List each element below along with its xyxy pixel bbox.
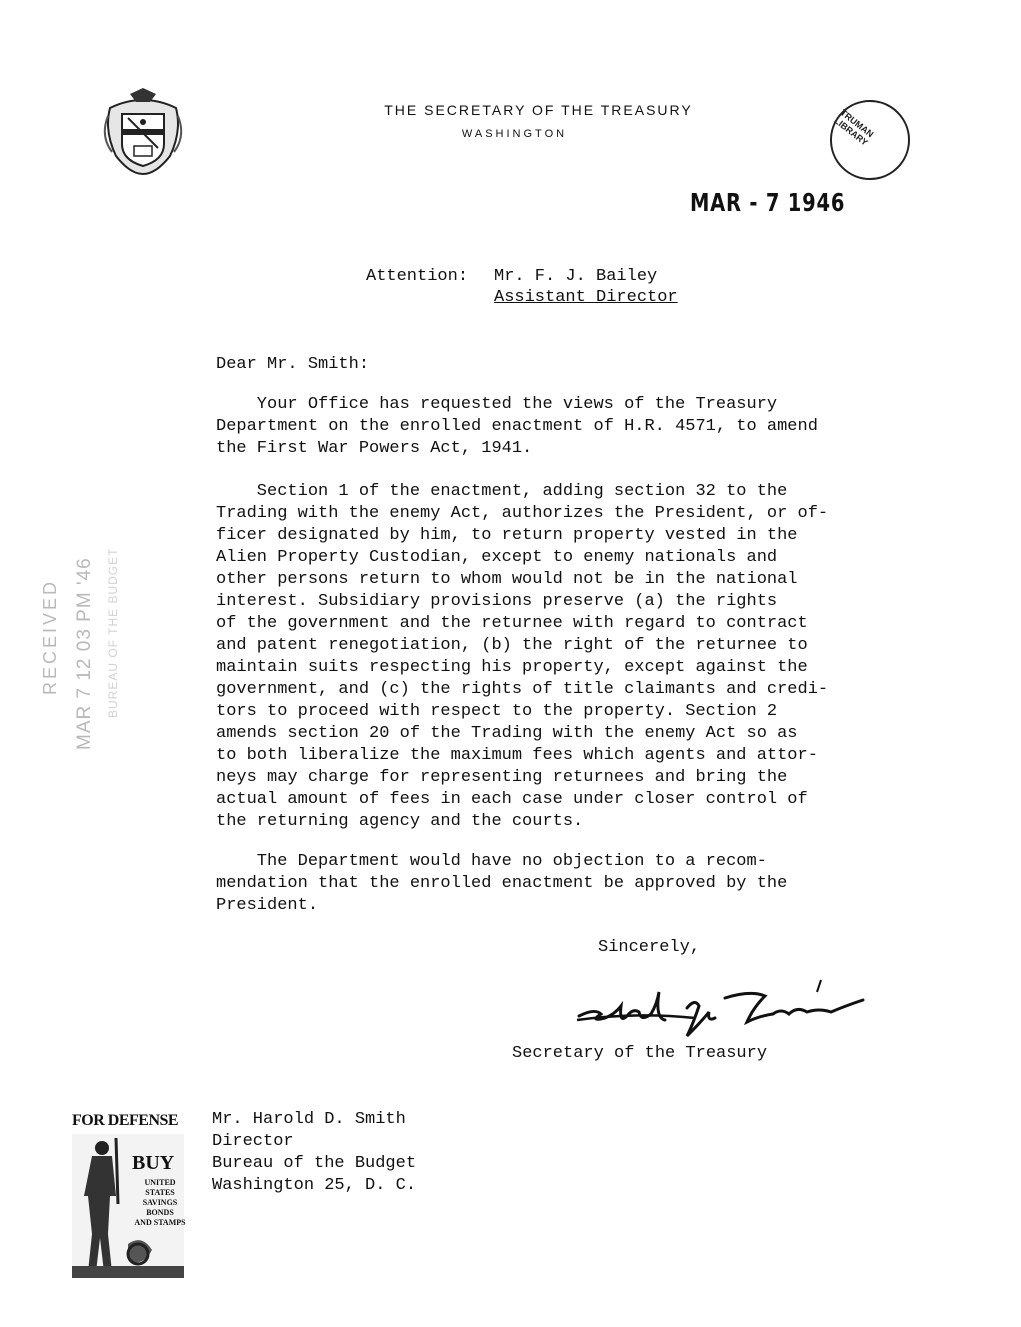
- defense-line: BONDS: [146, 1208, 174, 1217]
- letterhead-city: WASHINGTON: [461, 128, 568, 140]
- letterhead-title: THE SECRETARY OF THE TREASURY: [384, 102, 693, 118]
- library-stamp-text: TRUMAN LIBRARY: [832, 107, 876, 148]
- library-stamp: [830, 100, 910, 180]
- defense-lines: [134, 1178, 186, 1228]
- defense-line: AND STAMPS: [134, 1218, 186, 1227]
- attention-label: Attention:: [366, 267, 469, 286]
- received-stamp-date: MAR 7 12 03 PM '46: [74, 557, 95, 750]
- signer-title: Secretary of the Treasury: [512, 1044, 768, 1063]
- defense-line: UNITED: [144, 1178, 176, 1187]
- defense-bond-seal: [72, 1112, 184, 1278]
- defense-line: SAVINGS: [142, 1198, 178, 1207]
- recipient-address: Mr. Harold D. Smith Director Bureau of the Budget Washington 25, D. C.: [212, 1110, 417, 1195]
- salutation: Dear Mr. Smith:: [216, 355, 370, 374]
- received-stamp-label: RECEIVED: [40, 578, 60, 695]
- date-stamp: MAR - 7 1946: [690, 188, 846, 217]
- received-stamp-bureau: BUREAU OF THE BUDGET: [106, 547, 120, 718]
- defense-line: STATES: [145, 1188, 175, 1197]
- attention-name: Mr. F. J. Bailey: [494, 267, 658, 286]
- signature-icon: [575, 978, 875, 1038]
- body-paragraph: Your Office has requested the views of the Treasury Department on the enrolled enactment of H.R. 4571, to amend the First War Powers Act, 1941.: [216, 395, 818, 458]
- attention-title: Assistant Director: [494, 288, 678, 307]
- closing: Sincerely,: [598, 938, 701, 957]
- body-paragraph: The Department would have no objection to a recom- mendation that the enrolled enactment be approved by the President.: [216, 852, 788, 915]
- body-paragraph: Section 1 of the enactment, adding section 32 to the Trading with the enemy Act, authorizes the President, or of- ficer designated by him, to return property vested in the Alien Property Custodian, except to enemy nationals and other persons return to whom would not be in the national interest. Subsidiary provisions preserve (a) the rights of the government and the returnee with regard to contract and patent renegotiation, (b) the right of the returnee to maintain suits respecting his property, except against the government, and (c) the rights of title claimants and credi- tors to proceed with respect to the property. Section 2 amends section 20 of the Trading with the enemy Act so as to both liberalize the maximum fees which agents and attor- neys may charge for representing returnees and bring the actual amount of fees in each case under closer control of the returning agency and the courts.: [216, 482, 829, 831]
- defense-headline: FOR DEFENSE: [72, 1112, 179, 1129]
- defense-buy: BUY: [132, 1152, 175, 1174]
